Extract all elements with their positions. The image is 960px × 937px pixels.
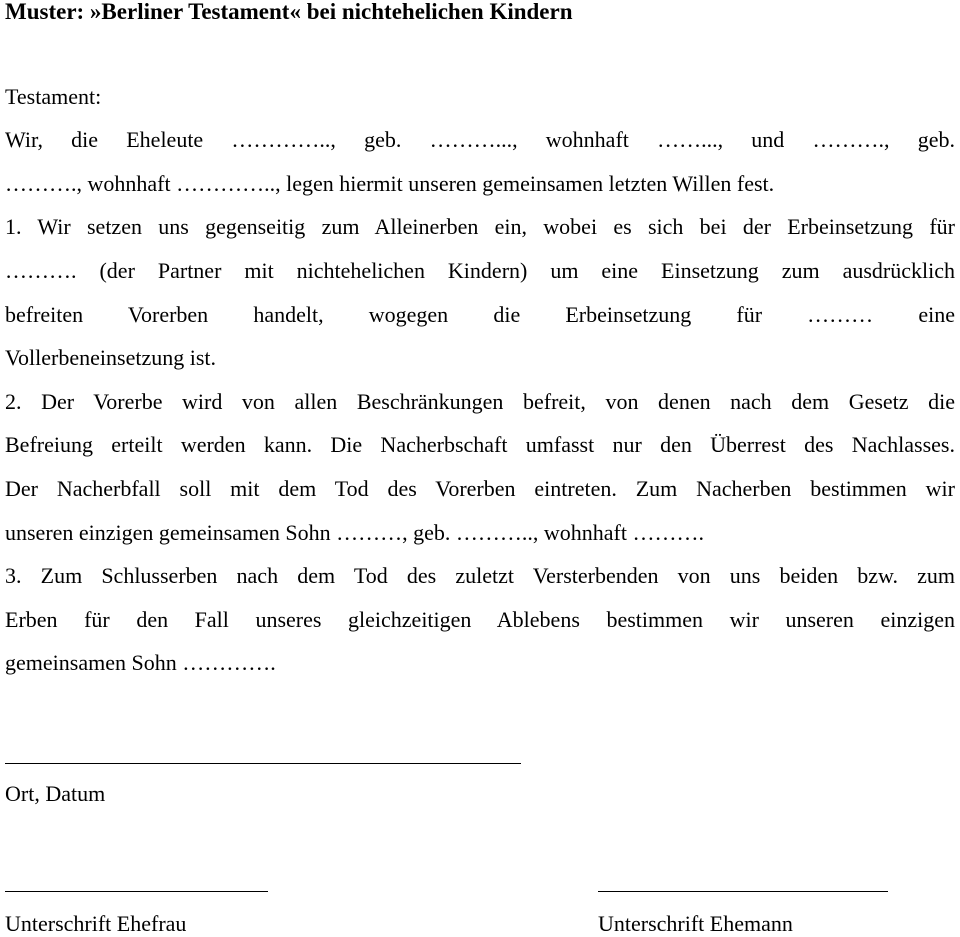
body-line: unseren einzigen gemeinsamen Sohn ………, geb. ……….., wohnhaft ………. [5,520,704,545]
body-line: gemeinsamen Sohn …………. [5,650,276,675]
body-line: ………., wohnhaft ………….., legen hiermit unseren gemeinsamen letzten Willen fest. [5,171,775,196]
body-line: Wir, die Eheleute ………….., geb. ………..., wohnhaft ……..., und ………., geb. [5,127,955,152]
body-line: 1. Wir setzen uns gegenseitig zum Alleinerben ein, wobei es sich bei der Erbeinsetzung für [5,214,955,239]
place-date-line [5,763,521,764]
testament-heading: Testament: [5,84,102,109]
body-line: 3. Zum Schlusserben nach dem Tod des zuletzt Versterbenden von uns beiden bzw. zum [5,563,955,588]
body-line: Vollerbeneinsetzung ist. [5,345,216,370]
signature-wife-line [5,891,268,892]
body-line: Befreiung erteilt werden kann. Die Nacherbschaft umfasst nur den Überrest des Nachlasses. [5,432,955,457]
place-date-label: Ort, Datum [5,781,106,806]
body-line: befreiten Vorerben handelt, wogegen die Erbeinsetzung für ……… eine [5,302,955,327]
signature-husband-line [598,891,888,892]
body-line: 2. Der Vorerbe wird von allen Beschränkungen befreit, von denen nach dem Gesetz die [5,389,955,414]
body-line: Der Nacherbfall soll mit dem Tod des Vorerben eintreten. Zum Nacherben bestimmen wir [5,476,955,501]
document-title: Muster: »Berliner Testament« bei nichtehelichen Kindern [5,0,573,24]
body-line: ………. (der Partner mit nichtehelichen Kindern) um eine Einsetzung zum ausdrücklich [5,258,955,283]
body-line: Erben für den Fall unseres gleichzeitigen Ablebens bestimmen wir unseren einzigen [5,607,955,632]
signature-wife-label: Unterschrift Ehefrau [5,911,187,936]
signature-husband-label: Unterschrift Ehemann [598,911,793,936]
